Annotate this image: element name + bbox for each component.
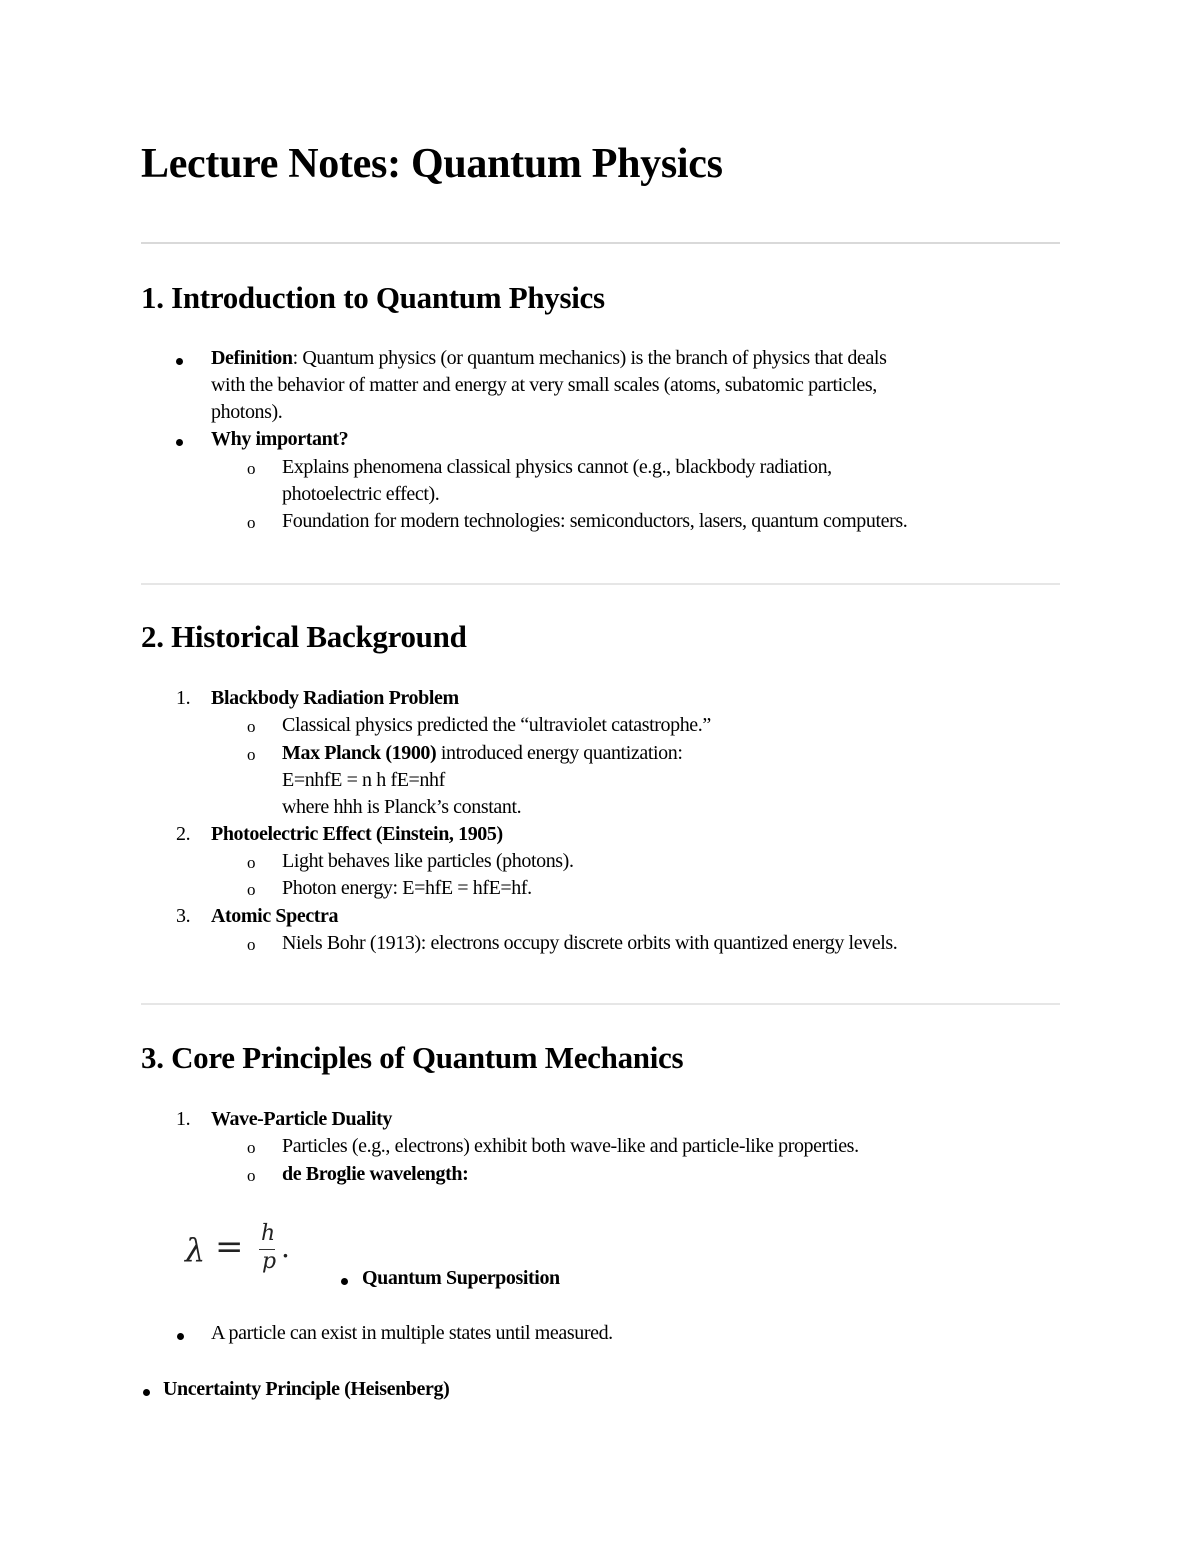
list-number: 1.: [176, 687, 191, 709]
definition-text: : Quantum physics (or quantum mechanics) is the branch of physics that deals: [292, 347, 887, 369]
planck-item: [282, 740, 683, 767]
bullet-circle: o: [247, 1138, 256, 1157]
bullet-circle: o: [247, 880, 256, 899]
divider: [141, 583, 1060, 585]
bullet-circle: o: [247, 745, 256, 764]
uncertainty-label: Uncertainty Principle (Heisenberg): [163, 1378, 450, 1400]
atomic-spectra-sub-item: Niels Bohr (1913): electrons occupy discrete orbits with quantized energy levels.: [282, 932, 898, 954]
formula-period: .: [281, 1231, 290, 1264]
bullet-circle: o: [247, 717, 256, 736]
wave-particle-label: Wave-Particle Duality: [211, 1108, 392, 1130]
section-1-heading: 1. Introduction to Quantum Physics: [141, 280, 605, 315]
equals-sign: =: [215, 1227, 244, 1267]
superposition-text: A particle can exist in multiple states until measured.: [211, 1322, 613, 1344]
why-important-label: Why important?: [211, 428, 349, 450]
divider: [141, 242, 1060, 244]
list-number: 2.: [176, 823, 191, 845]
why-sub-item-1-line2: photoelectric effect).: [282, 483, 440, 505]
section-2-heading: 2. Historical Background: [141, 619, 467, 654]
bullet-circle: o: [247, 513, 256, 532]
definition-item: [211, 345, 886, 372]
bullet-circle: o: [247, 1166, 256, 1185]
why-sub-item-2: Foundation for modern technologies: semiconductors, lasers, quantum computers.: [282, 510, 908, 532]
planck-where: where hhh is Planck’s constant.: [282, 796, 522, 818]
bullet-disc: [177, 1321, 184, 1348]
wave-particle-sub-item: Particles (e.g., electrons) exhibit both wave-like and particle-like properties.: [282, 1135, 859, 1157]
bullet-disc: [143, 1377, 150, 1404]
lambda-symbol: λ: [185, 1231, 206, 1269]
definition-label: Definition: [211, 347, 293, 369]
atomic-spectra-label: Atomic Spectra: [211, 905, 339, 927]
divider: [141, 1003, 1060, 1005]
why-sub-item-1: Explains phenomena classical physics cannot (e.g., blackbody radiation,: [282, 456, 832, 478]
planck-label: Max Planck (1900): [282, 742, 437, 764]
photoelectric-label: Photoelectric Effect (Einstein, 1905): [211, 823, 503, 845]
planck-text: introduced energy quantization:: [436, 742, 683, 764]
list-number: 1.: [176, 1108, 191, 1130]
bullet-circle: o: [247, 935, 256, 954]
fraction-denominator: p: [262, 1249, 277, 1274]
planck-formula: E=nhfE = n h fE=nhf: [282, 769, 445, 791]
definition-text-line2: with the behavior of matter and energy at very small scales (atoms, subatomic particles,: [211, 374, 877, 396]
superposition-label: Quantum Superposition: [362, 1267, 560, 1289]
bullet-disc: [341, 1266, 348, 1293]
bullet-disc: [176, 427, 183, 454]
blackbody-sub-item: Classical physics predicted the “ultraviolet catastrophe.”: [282, 714, 711, 736]
section-3-heading: 3. Core Principles of Quantum Mechanics: [141, 1040, 684, 1075]
definition-text-line3: photons).: [211, 401, 283, 423]
bullet-circle: o: [247, 853, 256, 872]
page-title: Lecture Notes: Quantum Physics: [141, 141, 723, 187]
bullet-circle: o: [247, 459, 256, 478]
photoelectric-sub-item-1: Light behaves like particles (photons).: [282, 850, 574, 872]
photoelectric-sub-item-2: Photon energy: E=hfE = hfE=hf.: [282, 877, 532, 899]
de-broglie-formula: [185, 1221, 305, 1285]
blackbody-label: Blackbody Radiation Problem: [211, 687, 459, 709]
de-broglie-label: de Broglie wavelength:: [282, 1163, 469, 1185]
bullet-disc: [176, 346, 183, 373]
list-number: 3.: [176, 905, 191, 927]
fraction-numerator: h: [261, 1221, 276, 1246]
